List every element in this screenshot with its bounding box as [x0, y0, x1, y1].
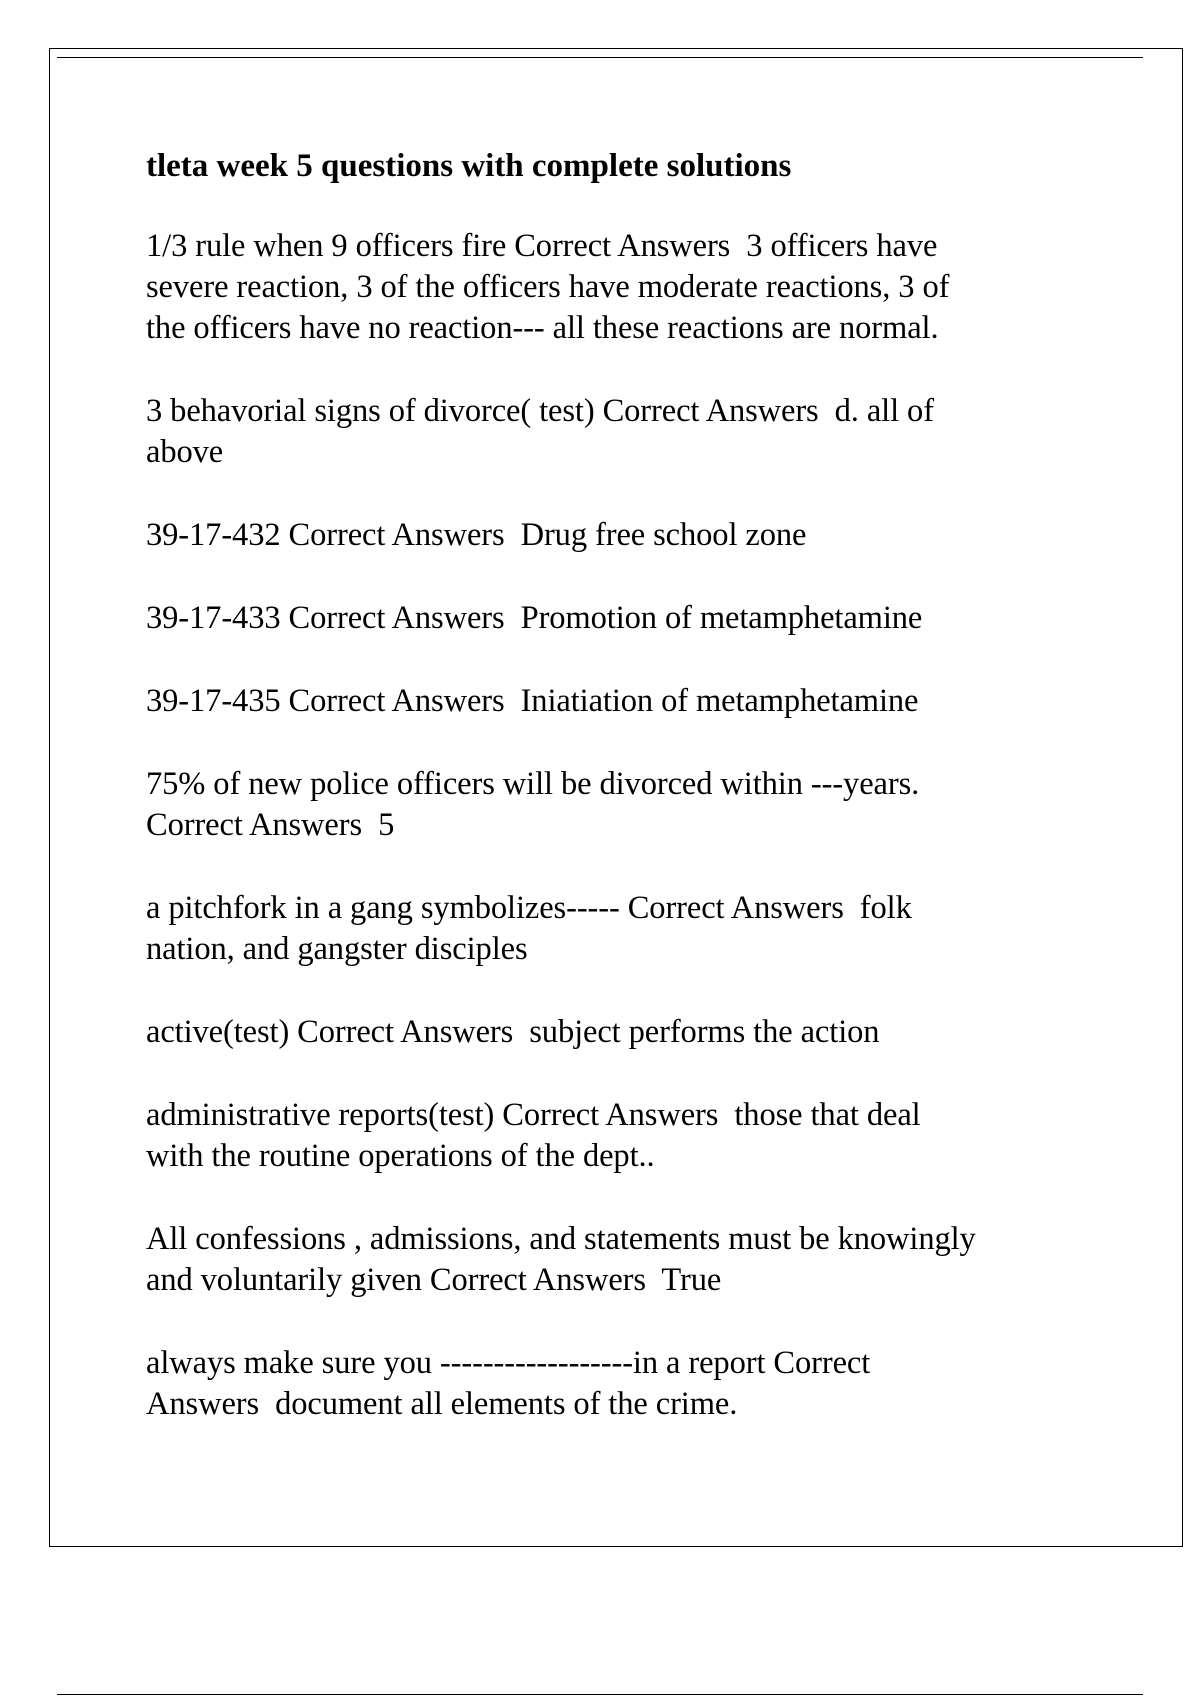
- document-body: [146, 145, 1086, 1467]
- document-title: tleta week 5 questions with complete solutions: [146, 148, 792, 184]
- qa-item: 3 behavorial signs of divorce( test) Correct Answers d. all of above: [146, 393, 934, 470]
- qa-item: administrative reports(test) Correct Answers those that deal with the routine operations of the dept..: [146, 1097, 921, 1174]
- qa-item: always make sure you ------------------in a report Correct Answers document all elements of the crime.: [146, 1345, 871, 1422]
- qa-item: All confessions , admissions, and statements must be knowingly and voluntarily given Correct Answers True: [146, 1221, 976, 1298]
- qa-item: 75% of new police officers will be divorced within ---years. Correct Answers 5: [146, 766, 920, 843]
- qa-item: 39-17-432 Correct Answers Drug free school zone: [146, 517, 807, 553]
- qa-item: a pitchfork in a gang symbolizes----- Correct Answers folk nation, and gangster disciples: [146, 890, 912, 967]
- footer-rule: [57, 1694, 1143, 1695]
- qa-item: active(test) Correct Answers subject performs the action: [146, 1014, 880, 1050]
- qa-item: 1/3 rule when 9 officers fire Correct Answers 3 officers have severe reaction, 3 of the officers have moderate reactions, 3 of the officers have no reaction--- all these reactions are normal.: [146, 228, 950, 346]
- qa-item: 39-17-435 Correct Answers Iniatiation of metamphetamine: [146, 683, 919, 719]
- qa-list: [146, 226, 1086, 1425]
- qa-item: 39-17-433 Correct Answers Promotion of metamphetamine: [146, 600, 923, 636]
